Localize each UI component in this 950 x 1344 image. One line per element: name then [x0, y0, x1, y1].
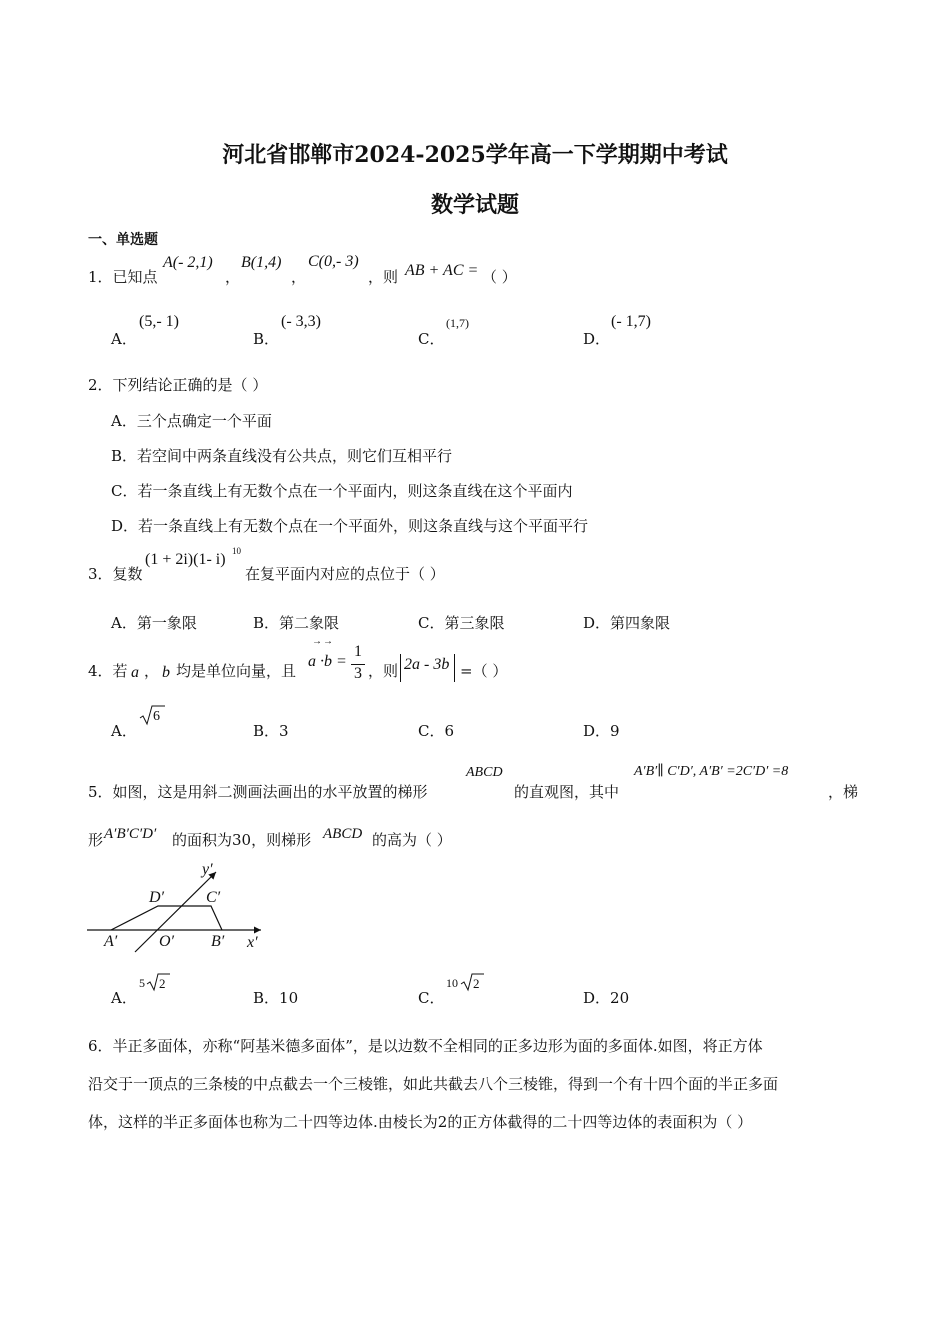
q1-sep1: ，: [225, 268, 241, 286]
q4-then: ，则: [368, 662, 399, 680]
q5-option-c-label: C．: [418, 989, 445, 1007]
trapezoid: [111, 906, 222, 930]
q3-option-b: B．第二象限: [253, 614, 340, 632]
q4-option-a-radicand: 6: [153, 709, 160, 724]
q5-abcd-2: ABCD: [323, 826, 363, 842]
label-o: O′: [159, 933, 175, 950]
q3-suffix: 在复平面内对应的点位于（ ）: [245, 565, 445, 583]
q1-option-b-value: (- 3,3): [281, 313, 321, 330]
q5-oblique-diagram: [85, 856, 270, 956]
q1-option-d-value: (- 1,7): [611, 313, 651, 330]
q4-abs-right: [454, 654, 455, 682]
q2-option-b: B．若空间中两条直线没有公共点，则它们互相平行: [111, 447, 453, 465]
q5-condition: A′B′∥ C′D′, A′B′ =2C′D′ =8: [634, 764, 789, 779]
q5-option-a-coef: 5: [139, 976, 145, 990]
q2-option-d: D．若一条直线上有无数个点在一个平面外，则这条直线与这个平面平行: [111, 517, 589, 535]
exam-title: 河北省邯郸市2024-2025学年高一下学期期中考试: [222, 142, 728, 168]
q3-prefix: 3．复数: [88, 565, 143, 583]
q5-option-d: D．20: [583, 989, 630, 1007]
label-d: D′: [149, 889, 165, 906]
q5-mid: 的直观图，其中: [514, 783, 620, 801]
q1-prefix: 1．已知点: [88, 268, 158, 286]
q5-line2-mid: 的面积为30，则梯形: [172, 831, 312, 849]
label-a: A′: [104, 933, 118, 950]
q4-prefix: 4．若: [88, 662, 128, 680]
q5-abcd: ABCD: [466, 765, 503, 780]
q1-option-b-label: B．: [253, 330, 280, 348]
q4-frac-num: 1: [354, 643, 362, 660]
q5-option-c-radicand: 2: [473, 976, 480, 991]
label-c: C′: [206, 889, 221, 906]
q4-abs-expr: 2a - 3b: [404, 656, 450, 673]
label-b: B′: [211, 933, 225, 950]
q5-comma: ，梯: [828, 783, 859, 801]
q4-vector-b: b: [162, 664, 170, 681]
q1-option-a-value: (5,- 1): [139, 313, 179, 330]
q2-option-c: C．若一条直线上有无数个点在一个平面内，则这条直线在这个平面内: [111, 482, 573, 500]
q4-option-a-label: A．: [111, 722, 137, 740]
q4-vector-a: a: [131, 664, 139, 681]
q5-line2-end: 的高为（ ）: [372, 831, 452, 849]
q6-line-2: 沿交于一顶点的三条棱的中点截去一个三棱锥，如此共截去八个三棱锥，得到一个有十四个面的半正多面: [88, 1075, 779, 1093]
q3-option-c: C．第三象限: [418, 614, 505, 632]
q4-option-c: C．6: [418, 722, 455, 740]
q4-dot-product: a ·b =: [308, 653, 347, 670]
q1-point-b: B(1,4): [241, 254, 282, 271]
q4-frac-den: 3: [354, 665, 362, 682]
q6-line-1: 6．半正多面体，亦称“阿基米德多面体”，是以边数不全相同的正多边形为面的多面体.如图，将正方体: [88, 1037, 763, 1055]
q1-sep2: ，: [291, 268, 307, 286]
q5-option-c-coef: 10: [446, 976, 458, 990]
q5-apbpcpdp: A′B′C′D′: [104, 826, 157, 842]
q1-expr: AB + AC =: [405, 262, 479, 279]
q3-option-a: A．第一象限: [111, 614, 197, 632]
exam-subtitle: 数学试题: [430, 192, 519, 218]
label-y: y′: [202, 861, 213, 878]
q4-option-a-sqrt: [139, 704, 165, 726]
q5-option-a-radicand: 2: [159, 976, 166, 991]
q1-option-a-label: A．: [111, 330, 137, 348]
q5-option-b: B．10: [253, 989, 299, 1007]
q2-stem: 2．下列结论正确的是（ ）: [88, 376, 268, 394]
q4-eq: =（ ）: [460, 662, 508, 680]
q5-line2-start: 形: [88, 831, 104, 849]
section-heading: 一、单选题: [88, 232, 158, 248]
label-x: x′: [247, 934, 258, 951]
q3-exponent: 10: [232, 546, 241, 556]
q4-option-b: B．3: [253, 722, 289, 740]
q4-option-d: D．9: [583, 722, 620, 740]
q1-option-c-value: (1,7): [446, 316, 469, 330]
q5-option-a-label: A．: [111, 989, 137, 1007]
q5-prefix: 5．如图，这是用斜二测画法画出的水平放置的梯形: [88, 783, 428, 801]
q1-option-d-label: D．: [583, 330, 611, 348]
q4-arrows: →→: [312, 636, 334, 647]
q3-expr: (1 + 2i)(1- i): [145, 551, 226, 568]
q5-option-a-sqrt: [146, 972, 172, 994]
q1-paren: （ ）: [482, 268, 517, 286]
q1-point-a: A(- 2,1): [163, 254, 213, 271]
q5-option-c-sqrt: [460, 972, 486, 994]
q3-option-d: D．第四象限: [583, 614, 671, 632]
q4-abs-left: [400, 654, 401, 682]
q4-comma: ，: [144, 662, 160, 680]
q2-option-a: A．三个点确定一个平面: [111, 412, 272, 430]
q1-option-c-label: C．: [418, 330, 445, 348]
q1-point-c: C(0,- 3): [308, 253, 359, 270]
q4-mid: 均是单位向量，且: [176, 662, 297, 680]
q6-line-3: 体，这样的半正多面体也称为二十四等边体.由棱长为2的正方体截得的二十四等边体的表面积为（ ）: [88, 1113, 753, 1131]
q1-then: ，则: [368, 268, 399, 286]
